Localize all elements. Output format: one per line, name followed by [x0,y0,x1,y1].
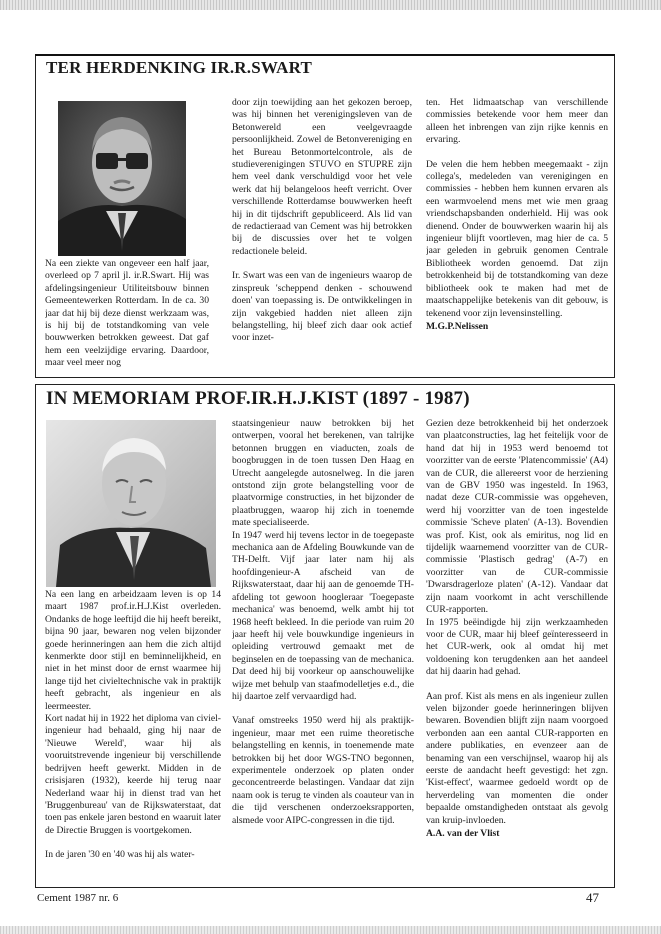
article-swart-paragraph: De velen die hem hebben meegemaakt - zijn collega's, medeleden van verenigingen en commissies - hebben hem kunnen ervaren als een warmvoelend mens met wie men graag vriendschapsbanden onderhield. Hij was ook dienend. Onder de bouwwerken waarin hij als ingenieur blijft voortleven, mag hier de ca. 5 jaar geleden in gebruik genomen Centrale Bibliotheek worden genoemd. Dat zijn betrokkenheid bij de totstandkoming van deze bibliotheek ook te maken had met de maatschappelijke betekenis van dit gebouw, is tekenend voor zijn levensinstelling. [426,158,608,319]
article-kist-column-2 [232,418,414,885]
article-swart-title: TER HERDENKING IR.R.SWART [46,58,313,77]
article-swart-signature: M.G.P.Nelissen [426,320,489,332]
article-swart-paragraph: Na een ziekte van ongeveer een half jaar, overleed op 7 april jl. ir.R.Swart. Hij was afdelingsingenieur Utiliteitsbouw binnen Gemeentewerken Rotterdam. In de ca. 30 jaar dat hij bij deze dienst werkzaam was, is hij bij de totstandkoming van vele bouwwerken betrokken geweest. Dat gaf hem een veelzijdige ervaring. Daardoor, maar veel meer nog [45,258,209,369]
article-swart-column-1 [45,258,209,376]
article-kist-title: IN MEMORIAM PROF.IR.H.J.KIST (1897 - 1987) [46,388,470,409]
article-kist-paragraph: Na een lang en arbeidzaam leven is op 14 maart 1987 prof.ir.H.J.Kist overleden. Ondanks de hoge leeftijd die hij heeft bereikt, bijna 90 jaar, bewaren nog velen bijzonder goede herinneringen aan hem die zich altijd kenmerkte door stijl en beminnelijkheid, en niet in het minst door de ernst waarmee hij lange tijd het civieltechnische vak in praktijk heeft gebracht, als ingenieur en als leermeester. [45,589,221,712]
article-kist-paragraph: staatsingenieur nauw betrokken bij het ontwerpen, vooral het berekenen, van talrijke betonnen bruggen en viaducten, zoals de boogbruggen in de toen tussen Den Haag en Utrecht aangelegde autosnelweg. In die jaren ontstond zijn grote belangstelling voor de plaatvormige constructies, in het bijzonder de plaatbruggen, waarop hij zich in toenemde mate specialiseerde. [232,418,414,529]
article-kist-paragraph: Vanaf omstreeks 1950 werd hij als praktijk-ingenieur, maar met een ruime theoretische belangstelling en kennis, in toenemende mate betrokken bij het door WGS-TNO begonnen, experimentele onderzoek op platen onder geconcentreerde belastingen. Vandaar dat zijn naam ook is terug te vinden als coauteur van in die tijd verschenen onderzoeksrapporten, alsmede voor AIPC-congressen in die tijd. [232,715,414,826]
article-kist-paragraph: In de jaren '30 en '40 was hij als water- [45,849,195,861]
article-swart-column-3 [426,97,608,376]
article-kist-paragraph: Gezien deze betrokkenheid bij het onderzoek van plaatconstructies, lag het feitelijk voor de hand dat hij in 1953 werd benoemd tot voorzitter van de eerste 'Platencommissie' (A4) van de CUR, die allereerst voor de herziening van de GBV 1950 was ingesteld. In 1963, nadat deze CUR-commissie was opgeheven, werd hij voorzitter van de toen ingestelde commissie 'Scheve platen' (A-13). Bovendien was prof. Kist, ook als emiritus, nog lid en tijdelijk waarnemend voorzitter van de CUR-commissie 'Plastisch gedrag' (A-7) en voorzitter van de CUR-commissie 'Dwarsdragerloze platen' (A-12). Vandaar dat zijn naam voorkomt in acht verschillende CUR-rapporten. [426,418,608,616]
article-swart-paragraph: ten. Het lidmaatschap van verschillende commissies betekende voor hem meer dan alleen het inbrengen van zijn rijke kennis en ervaring. [426,97,608,146]
article-kist-column-3 [426,418,608,885]
article-swart-paragraph: Ir. Swart was een van de ingenieurs waarop de zinspreuk 'scheppend denken - schouwend doen' van toepassing is. De ontwikkelingen in zijn vakgebied hadden niet alleen zijn belangstelling, hij bleef zich daar ook actief voor inzet- [232,270,412,344]
article-swart-column-2 [232,97,412,376]
article-kist-paragraph: In 1947 werd hij tevens lector in de toegepaste mechanica aan de Afdeling Bouwkunde van de TH-Delft. Vijf jaar later nam hij als hoofdingenieur-A afscheid van de Rijkswaterstaat, daar hij aan de genoemde TH-afdeling tot gewoon hoogleraar 'Toegepaste mechanica' was benoemd, welk ambt hij tot 1968 heeft bekleed. In die periode van ruim 20 jaar heeft hij vele bouwkundige ingenieurs in opleiding vertrouwd gemaakt met de beginselen en de toepassing van de mechanica. Dat deed hij bij voorkeur op aanschouwelijke wijze met behulp van staafmodelletjes e.d., die hij daartoe zelf vervaardigd had. [232,529,414,702]
article-swart-top-rule [35,54,615,56]
scan-bottom-strip [0,926,661,934]
article-swart-paragraph: door zijn toewijding aan het gekozen beroep, was hij binnen het verenigingsleven van de Betonwereld een veelgevraagde persoonlijkheid. Zowel de Betonvereniging en het Bureau Betonmortelcontrole, als de studieverenigingen STUVO en STUPRE zijn hem veel dank verschuldigd voor het vele werk dat hij belangeloos heeft verricht. Over verschillende Rotterdamse bouwwerken heeft hij in dit tijdschrift gepubliceerd. Als lid van de redactieraad van Cement was hij betrokken bij de discussies over het te volgen redactionele beleid. [232,97,412,257]
article-kist-signature: A.A. van der Vlist [426,828,500,839]
journal-footer: Cement 1987 nr. 6 [37,892,119,904]
page-number: 47 [586,890,599,905]
portrait-swart-photo [58,101,186,256]
portrait-kist-photo [46,420,216,587]
article-kist-column-1 [45,589,221,885]
scan-top-strip [0,0,661,10]
article-kist-paragraph: Aan prof. Kist als mens en als ingenieur zullen velen bijzonder goede herinneringen blijven bewaren. Bovendien blijft zijn naam voorgoed verbonden aan een aantal CUR-rapporten en andere publikaties, en evenzeer aan de benaming van een verschijnsel, waarop hij als eerste de aandacht heeft gevestigd: het zgn. 'Kist-effect', waarmee gedoeld wordt op de herverdeling van momenten die onder bepaalde omstandigheden ontstaat als gevolg van kruip-invloeden. [426,690,608,826]
article-kist-paragraph: Kort nadat hij in 1922 het diploma van civiel-ingenieur had behaald, ging hij naar de 'Nieuwe Wereld', waar hij als vooruitstrevende ingenieur bij verschillende bedrijven heeft gewerkt. Midden in de crisisjaren (1932), keerde hij terug naar Nederland waar hij in dienst trad van het 'Bruggenbureau' van de Rijkswaterstaat, dat toen pas enkele jaren bestond en waaruit later de Directie Bruggen is voortgekomen. [45,713,221,836]
article-kist-paragraph: In 1975 beëindigde hij zijn werkzaamheden voor de CUR, maar hij bleef geïnteresseerd in het CUR-werk, ook al omdat hij met voldoening kon terugdenken aan het aandeel dat hij daarin had gehad. [426,616,608,678]
